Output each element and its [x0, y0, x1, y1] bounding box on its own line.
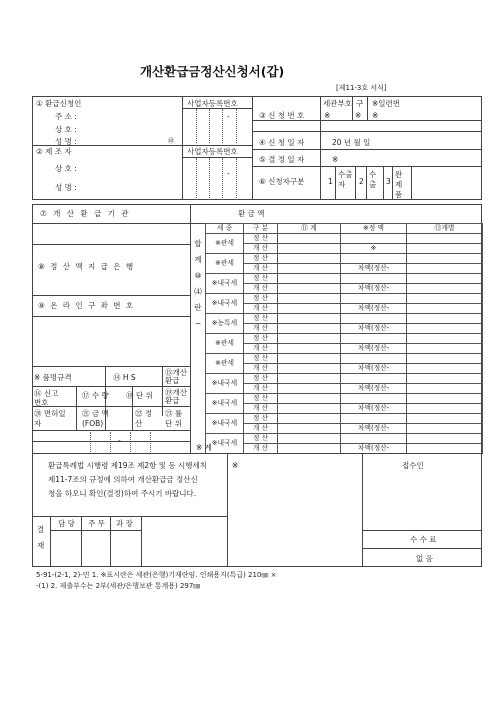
settle-cell: 정 산: [244, 394, 278, 404]
unit-label: ⑱ 단 위: [126, 391, 153, 400]
settle-cell: 정 산: [244, 294, 278, 304]
settle-cell: 정 산: [244, 234, 278, 244]
table-row: ※내국세: [206, 374, 244, 394]
consumption-label: ㉒ 정 산: [135, 409, 153, 428]
customs-mark: ※: [232, 461, 239, 470]
kind-1-label: 수출자: [338, 170, 353, 189]
applicant-name-label: 성 명 :: [55, 137, 77, 146]
table-row: ※내국세: [206, 394, 244, 414]
rate-unit-label: ㉓ 률 단 위: [165, 409, 183, 428]
table-row: ※내국세: [206, 434, 244, 454]
fob-amount-label: ㉑ 금 액 (FOB): [82, 409, 109, 428]
settle-cell: 정 산: [244, 414, 278, 424]
kind-2-no: 2: [359, 177, 364, 186]
settle-cell: 정 산: [244, 254, 278, 264]
settle-cell: 정 산: [244, 374, 278, 384]
estimate-cell: 개 산: [244, 424, 278, 434]
table-row: ※내국세: [206, 294, 244, 314]
row-dash: -: [118, 436, 121, 445]
applicant-address-label: 주 소 :: [55, 112, 77, 121]
seal-mark: ㊞: [168, 138, 175, 145]
estimate-cell: 개 산: [244, 404, 278, 414]
online-account-label: ⑨ 온 라 인 구 좌 번 호: [38, 301, 135, 310]
fee-value: 없 음: [416, 554, 433, 563]
law-line-2: 제11-7조의 규정에 의하여 개산환급금 정산신: [48, 475, 198, 484]
estimate-cell: 개 산: [244, 384, 278, 394]
fixed-mark: ※: [341, 244, 407, 254]
table-row: ※농특세: [206, 314, 244, 334]
diff-cell: 차액(정산-: [341, 364, 407, 374]
manufacturer-heading: ② 제 조 자: [36, 147, 72, 156]
bizreg-label-1: 사업자등록번호: [187, 99, 238, 108]
kind-3-label: 완제품: [395, 170, 403, 199]
law-line-3: 청을 하오니 확인(결정)하여 주시기 바랍니다.: [48, 489, 197, 498]
table-row: ※내국세: [206, 414, 244, 434]
spec-label: ※ 품명규격: [34, 373, 72, 382]
receipt-label: 접수인: [402, 461, 424, 470]
serial-label: ※일련번: [372, 99, 401, 108]
manufacturer-name-label: 성 명 :: [55, 183, 77, 192]
estimate-cell: 개 산: [244, 364, 278, 374]
estimate-cell: 개 산: [244, 324, 278, 334]
bizreg-label-2: 사업자등록번호: [187, 147, 238, 156]
estimate-unit-label: ⑮개산 환급: [165, 368, 187, 385]
bank-label: ⑧ 정 산 액 지 급 은 행: [38, 262, 135, 271]
approval-label: 결재: [37, 525, 45, 550]
col-total: ⑪ 계: [278, 224, 341, 234]
applicant-trade-label: 상 호 :: [55, 125, 77, 134]
estimate-cell: 개 산: [244, 284, 278, 294]
diff-cell: 차액(정산-: [341, 304, 407, 314]
apply-date-value: 20 년 월 일: [332, 138, 371, 147]
col-kind: 구 분: [244, 224, 278, 234]
diff-cell: 차액(정산-: [341, 324, 407, 334]
table-row: ※관세: [206, 354, 244, 374]
table-row: ※관세: [206, 254, 244, 274]
estimate-cell: 개 산: [244, 244, 278, 254]
diff-cell: 차액(정산-: [341, 344, 407, 354]
total-side-label: 합 계 ⑩ ⑷ 란 ~: [194, 239, 202, 328]
decide-date-mark: ※: [332, 155, 339, 164]
table-row: ※관세: [206, 234, 244, 254]
kind-1-no: 1: [328, 177, 333, 186]
settle-cell: 정 산: [244, 314, 278, 324]
diff-cell: 차액(정산-: [341, 264, 407, 274]
table-row: ※관세: [206, 334, 244, 354]
customs-code-label: 세관부호: [323, 99, 352, 108]
estimate-cell: 개 산: [244, 444, 278, 454]
goods-total-label: ※ 계: [196, 443, 212, 452]
applicant-heading: ① 환급신청인: [36, 99, 82, 108]
diff-cell: 차액(정산-: [341, 384, 407, 394]
col-fixed: ※정 액: [341, 224, 407, 234]
diff-cell: 차액(정산-: [341, 424, 407, 434]
col-individual: ⑫개별: [407, 224, 483, 234]
agency-label: ⑦ 개 산 환 급 기 관: [40, 209, 131, 218]
apply-date-label: ④ 신 청 일 자: [259, 138, 305, 147]
apply-no-mark-3: ※: [372, 111, 379, 120]
settle-cell: 정 산: [244, 434, 278, 444]
bizreg-dash: -: [227, 112, 230, 121]
form-title: 개산환급금정산신청서(갑): [140, 64, 285, 79]
settle-cell: 정 산: [244, 334, 278, 344]
footer-line-1: 5-91-(2-1, 2)-민 1. ※표시란은 세관(은행)기재란임. 인쇄용지(특급) 210㎜ ×: [36, 571, 277, 579]
settle-cell: 정 산: [244, 274, 278, 284]
estimate-cell: 개 산: [244, 304, 278, 314]
amount-heading: 환 금 액: [238, 209, 265, 218]
kind-2-label: 수출: [369, 170, 377, 189]
decide-date-label: ⑤ 결 정 일 자: [259, 155, 305, 164]
hs-label: ⑭ H S: [113, 373, 136, 382]
applicant-divider: [32, 145, 182, 146]
col-tax-type: 세 종: [206, 224, 244, 234]
approval-col-director: 과 장: [116, 519, 133, 528]
footer-line-2: -(1) 2. 제출부수는 2부(세관/은행보관 통계용) 297㎜: [36, 582, 201, 590]
kind-3-no: 3: [386, 177, 391, 186]
applicant-kind-label: ⑥ 신청자구분: [259, 177, 305, 186]
law-line-1: 환급특례법 시행령 제19조 제2항 및 동 시행세칙: [48, 461, 208, 470]
apply-no-mark-2: ※: [355, 111, 362, 120]
estimate-cell: 개 산: [244, 264, 278, 274]
bizreg-dash-2: -: [227, 169, 230, 178]
report-no-label: ⑯ 신고번호: [34, 389, 59, 407]
settle-unit-label: ⑲개산 환급: [165, 388, 187, 405]
form-number: [제11-3호 서식]: [336, 84, 387, 92]
approval-col-staff: 담 당: [58, 519, 75, 528]
approval-col-chief: 주 무: [88, 519, 105, 528]
apply-number-label: ③ 신 청 번 호: [259, 111, 305, 120]
table-row: ※내국세: [206, 274, 244, 294]
diff-cell: 차액(정산-: [341, 444, 407, 454]
estimate-cell: 개 산: [244, 344, 278, 354]
diff-cell: 차액(정산-: [341, 284, 407, 294]
amount-table: [205, 223, 483, 454]
manufacturer-trade-label: 상 호 :: [55, 164, 77, 173]
section-label: 구: [356, 99, 364, 108]
qty-label: ⑰ 수 량: [82, 391, 109, 400]
fee-label: 수 수 료: [410, 535, 437, 544]
accept-date-label: ⑳ 면허일자: [34, 409, 66, 428]
apply-no-mark-1: ※: [324, 111, 331, 120]
settle-cell: 정 산: [244, 354, 278, 364]
diff-cell: 차액(정산-: [341, 404, 407, 414]
header-block: [32, 96, 482, 200]
